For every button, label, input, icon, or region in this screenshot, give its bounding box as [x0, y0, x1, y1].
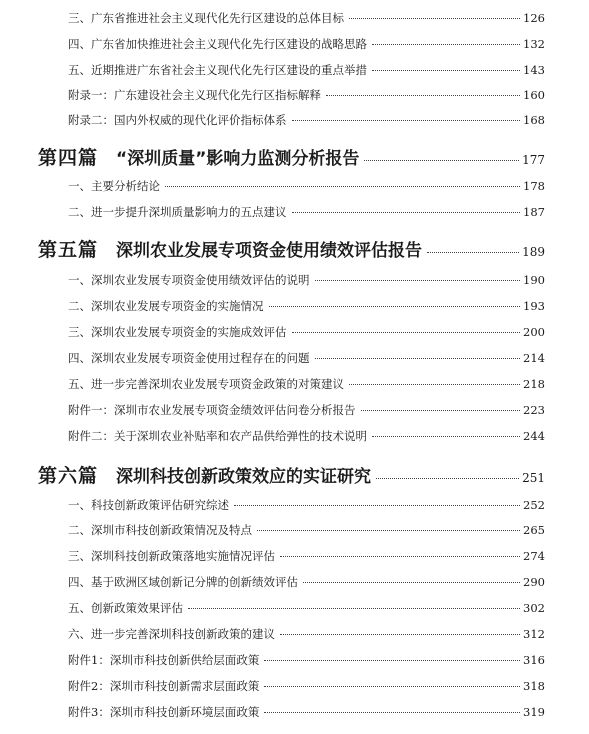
dot-leader — [315, 358, 521, 359]
part-title: 深圳农业发展专项资金使用绩效评估报告 — [116, 241, 423, 261]
toc-entry-page: 189 — [522, 245, 545, 259]
toc-entry-page: 126 — [523, 11, 545, 25]
toc-entry-page: 319 — [523, 705, 545, 719]
toc-entry-page: 143 — [523, 63, 545, 77]
toc-entry-title: 附录二：国内外权威的现代化评价指标体系 — [68, 113, 287, 127]
dot-leader — [349, 18, 520, 19]
toc-entry — [68, 350, 545, 366]
toc-entry-title: 附录一：广东建设社会主义现代化先行区指标解释 — [68, 88, 321, 102]
toc-entry — [68, 574, 545, 590]
toc-entry — [68, 204, 545, 220]
toc-entry-page: 193 — [523, 299, 545, 313]
dot-leader — [264, 712, 520, 713]
toc-entry — [68, 10, 545, 26]
dot-leader — [303, 582, 520, 583]
toc-entry-title: 四、基于欧洲区域创新记分牌的创新绩效评估 — [68, 575, 298, 589]
toc-entry — [68, 324, 545, 340]
toc-entry-page: 312 — [523, 627, 545, 641]
toc-entry-title: 四、深圳农业发展专项资金使用过程存在的问题 — [68, 351, 310, 365]
dot-leader — [372, 436, 520, 437]
toc-entry-page: 200 — [523, 325, 545, 339]
dot-leader — [257, 530, 520, 531]
dot-leader — [165, 186, 520, 187]
toc-entry-page: 214 — [523, 351, 545, 365]
toc-entry-page: 302 — [523, 601, 545, 615]
toc-entry-page: 316 — [523, 653, 545, 667]
dot-leader — [372, 44, 520, 45]
toc-part-heading — [38, 145, 545, 171]
toc-entry-title: 二、深圳市科技创新政策情况及特点 — [68, 523, 252, 537]
toc-entry-page: 318 — [523, 679, 545, 693]
toc-entry-title: 三、广东省推进社会主义现代化先行区建设的总体目标 — [68, 11, 344, 25]
toc-entry-title: 附件二：关于深圳农业补贴率和农产品供给弹性的技术说明 — [68, 429, 367, 443]
dot-leader — [326, 95, 520, 96]
toc-entry-page: 218 — [523, 377, 545, 391]
toc-entry-page: 290 — [523, 575, 545, 589]
toc-entry-page: 160 — [523, 88, 545, 102]
dot-leader — [292, 332, 521, 333]
toc-entry-title: 五、进一步完善深圳农业发展专项资金政策的对策建议 — [68, 377, 344, 391]
toc-entry-title: 六、进一步完善深圳科技创新政策的建议 — [68, 627, 275, 641]
toc-entry-title: 附件一：深圳市农业发展专项资金绩效评估问卷分析报告 — [68, 403, 356, 417]
toc-entry — [68, 272, 545, 288]
toc-entry — [68, 522, 545, 538]
toc-entry-title: 附件2：深圳市科技创新需求层面政策 — [68, 679, 260, 693]
dot-leader — [427, 252, 519, 253]
toc-entry-title: 二、进一步提升深圳质量影响力的五点建议 — [68, 205, 287, 219]
toc-entry-title: 附件3：深圳市科技创新环境层面政策 — [68, 705, 260, 719]
toc-entry-page: 223 — [523, 403, 545, 417]
toc-entry-title: 五、近期推进广东省社会主义现代化先行区建设的重点举措 — [68, 63, 367, 77]
toc-entry — [68, 704, 545, 720]
toc-entry-title: 五、创新政策效果评估 — [68, 601, 183, 615]
toc-entry — [68, 62, 545, 78]
part-title: 深圳科技创新政策效应的实证研究 — [116, 467, 372, 487]
toc-entry-title: 三、深圳科技创新政策落地实施情况评估 — [68, 549, 275, 563]
dot-leader — [269, 306, 521, 307]
toc-entry-page: 177 — [522, 153, 545, 167]
dot-leader — [264, 686, 520, 687]
toc-entry-page: 132 — [523, 37, 545, 51]
toc-entry-title: 一、主要分析结论 — [68, 179, 160, 193]
dot-leader — [376, 478, 519, 479]
part-number: 第六篇 — [38, 465, 99, 487]
toc-entry — [68, 548, 545, 564]
toc-entry-title: 一、深圳农业发展专项资金使用绩效评估的说明 — [68, 273, 310, 287]
toc-entry-page: 168 — [523, 113, 545, 127]
toc-entry-page: 252 — [523, 498, 545, 512]
dot-leader — [188, 608, 520, 609]
part-title: “深圳质量”影响力监测分析报告 — [116, 149, 360, 169]
toc-entry-page: 251 — [522, 471, 545, 485]
dot-leader — [292, 120, 521, 121]
dot-leader — [372, 70, 520, 71]
toc-entry — [68, 626, 545, 642]
toc-entry — [68, 298, 545, 314]
dot-leader — [264, 660, 520, 661]
dot-leader — [292, 212, 521, 213]
toc-entry-title: 三、深圳农业发展专项资金的实施成效评估 — [68, 325, 287, 339]
toc-entry-page: 265 — [523, 523, 545, 537]
toc-entry — [68, 428, 545, 444]
toc-entry — [68, 652, 545, 668]
toc-entry-title: 二、深圳农业发展专项资金的实施情况 — [68, 299, 264, 313]
toc-entry — [68, 678, 545, 694]
toc-entry-page: 274 — [523, 549, 545, 563]
toc-entry — [68, 87, 545, 103]
toc-entry — [68, 112, 545, 128]
dot-leader — [361, 410, 521, 411]
toc-entry — [68, 402, 545, 418]
toc-entry-title: 附件1：深圳市科技创新供给层面政策 — [68, 653, 260, 667]
part-number: 第四篇 — [38, 147, 99, 169]
toc-entry-page: 178 — [523, 179, 545, 193]
toc-entry — [68, 178, 545, 194]
dot-leader — [315, 280, 521, 281]
toc-entry-page: 187 — [523, 205, 545, 219]
dot-leader — [280, 634, 520, 635]
part-number: 第五篇 — [38, 239, 99, 261]
dot-leader — [349, 384, 520, 385]
toc-entry — [68, 376, 545, 392]
toc-part-heading — [38, 237, 545, 263]
toc-entry — [68, 497, 545, 513]
toc-entry-title: 一、科技创新政策评估研究综述 — [68, 498, 229, 512]
toc-entry — [68, 600, 545, 616]
toc-entry — [68, 36, 545, 52]
dot-leader — [234, 505, 520, 506]
dot-leader — [364, 160, 519, 161]
toc-entry-page: 244 — [523, 429, 545, 443]
toc-part-heading — [38, 463, 545, 489]
toc-entry-title: 四、广东省加快推进社会主义现代化先行区建设的战略思路 — [68, 37, 367, 51]
toc-entry-page: 190 — [523, 273, 545, 287]
dot-leader — [280, 556, 520, 557]
